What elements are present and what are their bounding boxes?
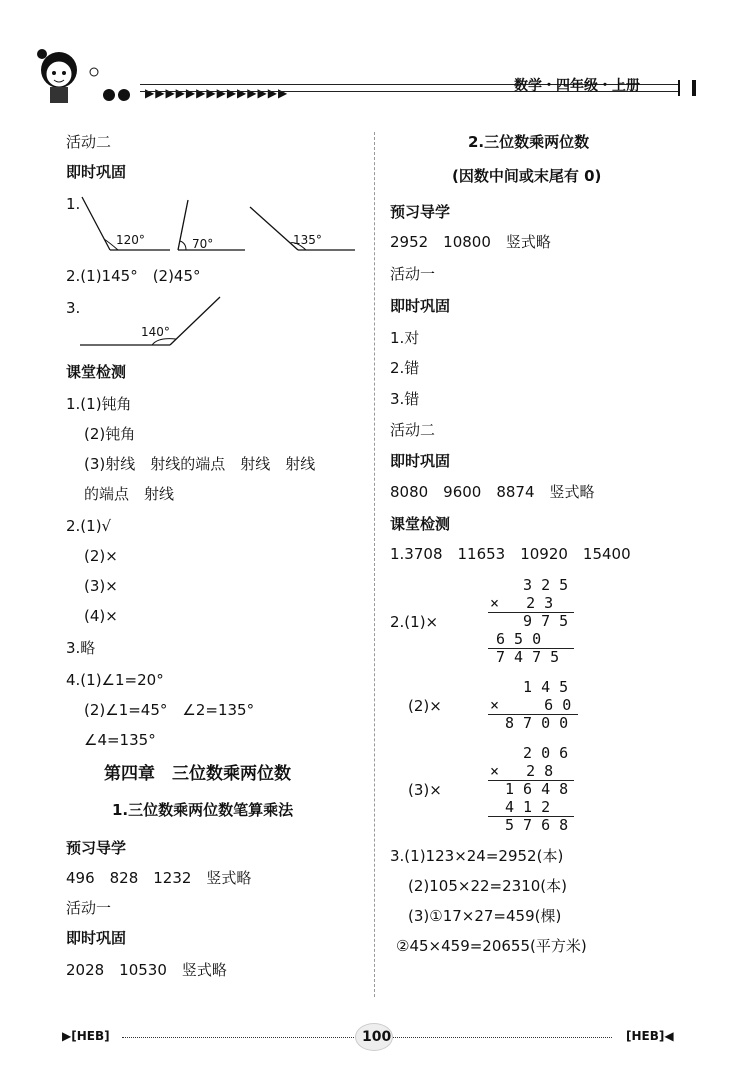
right-k2-2: (2)× <box>408 697 442 715</box>
right-k2-3: (3)× <box>408 781 442 799</box>
angle-label-140: 140° <box>141 325 170 339</box>
angle-label-1: 120° <box>116 233 145 247</box>
right-r3: 3.错 <box>390 390 420 408</box>
header-mascot <box>14 40 134 110</box>
section2-title: 2.三位数乘两位数 <box>468 133 590 151</box>
mult1-row5: 7 4 7 5 <box>496 648 560 666</box>
right-r2: 2.错 <box>390 359 420 377</box>
left-consolidate: 即时巩固 <box>66 163 127 181</box>
right-activity1: 活动一 <box>390 265 436 283</box>
left-c4-3: ∠4=135° <box>84 731 156 749</box>
mult2-row1: 1 4 5 <box>505 678 569 696</box>
right-k1: 1.3708 11653 10920 15400 <box>390 545 631 563</box>
mult3-row4: 4 1 2 <box>505 798 551 816</box>
left-activity1: 活动一 <box>66 899 112 917</box>
footer-end-arrow-icon: ◀ <box>664 1029 674 1043</box>
right-check-title: 课堂检测 <box>390 515 451 533</box>
left-preview-ans: 496 828 1232 竖式略 <box>66 869 252 887</box>
left-c3: 3.略 <box>66 639 96 657</box>
footer-tag-right: [HEB]◀ <box>626 1029 674 1043</box>
section1-title: 1.三位数乘两位数笔算乘法 <box>112 801 294 819</box>
mult3-row1: 2 0 6 <box>505 744 569 762</box>
right-k2-1: 2.(1)× <box>390 613 439 631</box>
left-consolidate2: 即时巩固 <box>66 929 127 947</box>
left-c2-4: (4)× <box>84 607 118 625</box>
chapter-title: 第四章 三位数乘两位数 <box>104 764 291 784</box>
column-divider <box>374 132 375 997</box>
left-c2-1: 2.(1)√ <box>66 517 112 535</box>
right-activity2: 活动二 <box>390 421 436 439</box>
section2-sub: (因数中间或末尾有 0) <box>452 167 602 185</box>
left-consolidate2-ans: 2028 10530 竖式略 <box>66 961 227 979</box>
right-consolidate2-ans: 8080 9600 8874 竖式略 <box>390 483 595 501</box>
right-r1: 1.对 <box>390 329 420 347</box>
left-preview: 预习导学 <box>66 839 127 857</box>
angle-figures <box>80 195 360 260</box>
mult3-row3: 1 6 4 8 <box>505 780 569 798</box>
right-consolidate2: 即时巩固 <box>390 452 451 470</box>
right-preview: 预习导学 <box>390 203 451 221</box>
left-c1-1: 1.(1)钝角 <box>66 395 132 413</box>
left-q2: 2.(1)145° (2)45° <box>66 267 201 285</box>
footer-arrow-icon: ▶ <box>62 1029 72 1043</box>
mult1-row4: 6 5 0 <box>496 630 542 648</box>
left-activity2: 活动二 <box>66 133 112 151</box>
mult3-row2: × 2 8 <box>490 762 554 780</box>
mult2-row2: × 6 0 <box>490 696 572 714</box>
right-k3-1: 3.(1)123×24=2952(本) <box>390 847 564 865</box>
right-k3-4: ②45×459=20655(平方米) <box>396 937 587 955</box>
left-c4-2: (2)∠1=45° ∠2=135° <box>84 701 255 719</box>
right-preview-ans: 2952 10800 竖式略 <box>390 233 551 251</box>
mult1-row1: 3 2 5 <box>505 576 569 594</box>
page-number: 100 <box>362 1029 392 1045</box>
left-check-title: 课堂检测 <box>66 363 127 381</box>
left-c2-3: (3)× <box>84 577 118 595</box>
left-c4-1: 4.(1)∠1=20° <box>66 671 164 689</box>
right-consolidate: 即时巩固 <box>390 297 451 315</box>
left-q1-label: 1. <box>66 195 81 213</box>
mascot-icon <box>14 40 134 110</box>
mult1-row3: 9 7 5 <box>505 612 569 630</box>
mult3-row5: 5 7 6 8 <box>505 816 569 834</box>
right-k3-2: (2)105×22=2310(本) <box>408 877 567 895</box>
header-end-icon <box>678 80 696 96</box>
book-title: 数学・四年级・上册 <box>514 78 640 94</box>
left-c1-2: (2)钝角 <box>84 425 136 443</box>
left-c2-2: (2)× <box>84 547 118 565</box>
footer-tag-left: ▶[HEB] <box>62 1029 110 1043</box>
header-arrows: ▶▶▶▶▶▶▶▶▶▶▶▶▶▶ <box>145 86 289 100</box>
left-q3-label: 3. <box>66 299 81 317</box>
right-k3-3: (3)①17×27=459(棵) <box>408 907 562 925</box>
angle-label-3: 135° <box>293 233 322 247</box>
left-c1-3: (3)射线 射线的端点 射线 射线 <box>84 455 316 473</box>
mult2-row3: 8 7 0 0 <box>505 714 569 732</box>
left-c1-3b: 的端点 射线 <box>84 485 175 503</box>
mult1-row2: × 2 3 <box>490 594 554 612</box>
angle-label-2: 70° <box>192 237 214 251</box>
